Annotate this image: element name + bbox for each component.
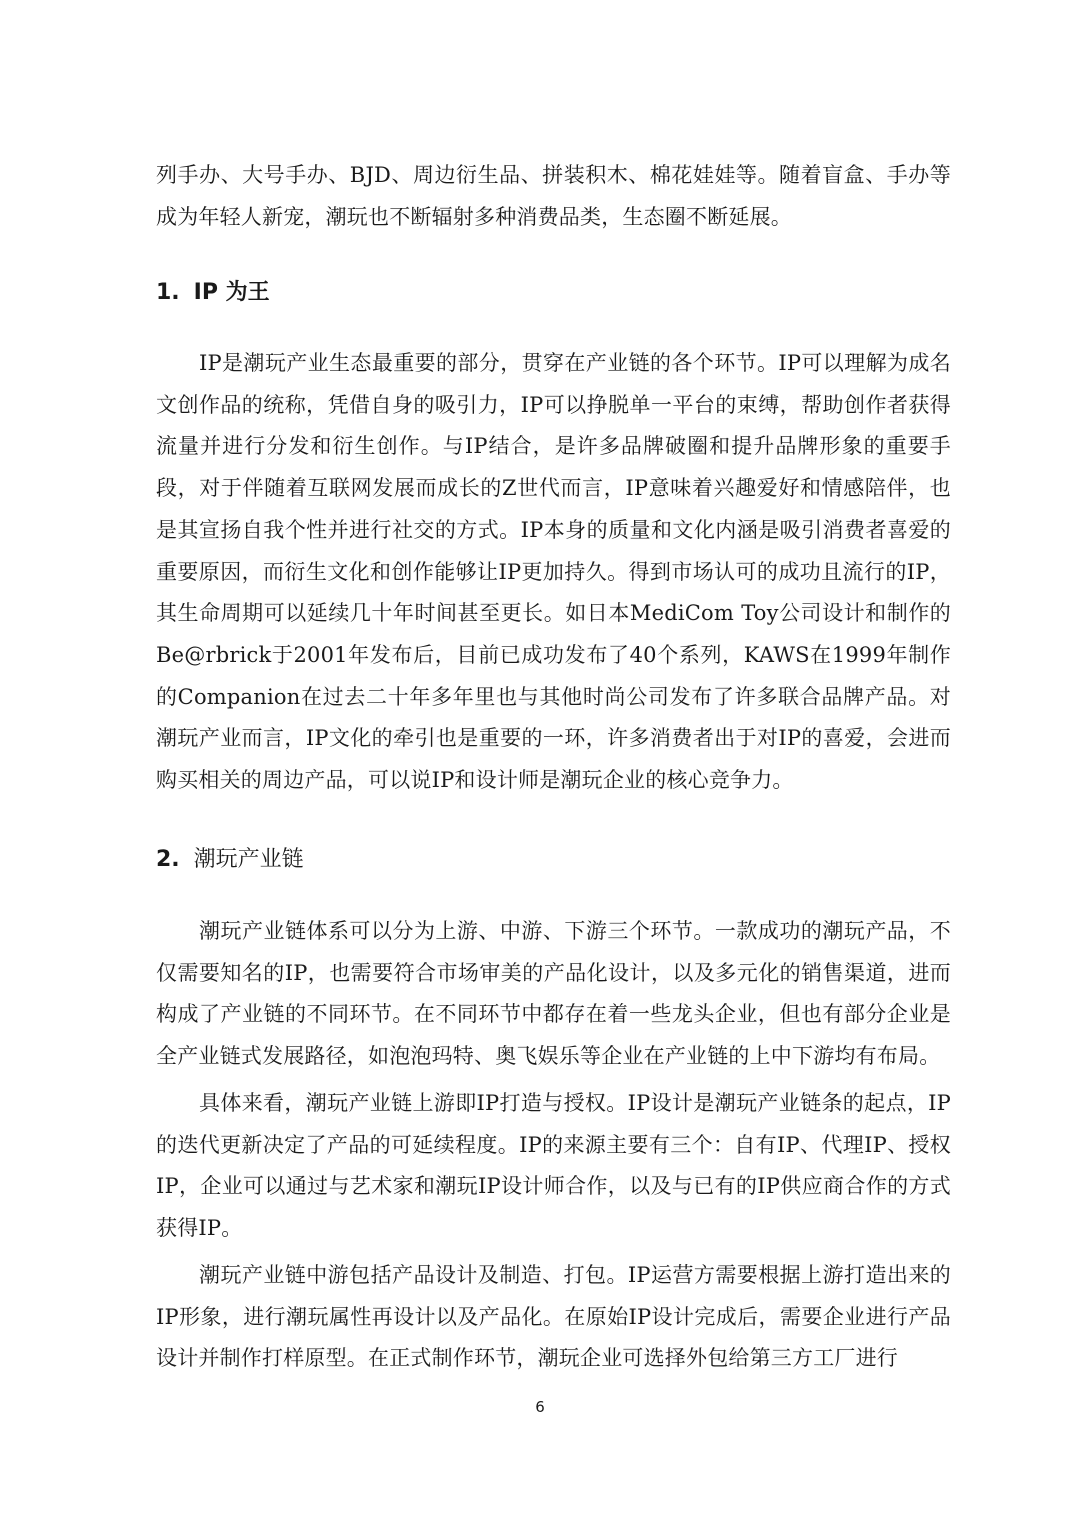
page-number: 6 <box>535 1398 545 1416</box>
paragraph-chain-midstream: 潮玩产业链中游包括产品设计及制造、打包。IP运营方需要根据上游打造出来的IP形象，进行潮玩属性再设计以及产品化。在原始IP设计完成后，需要企业进行产品设计并制作打样原型。在正式制作环节，潮玩企业可选择外包给第三方工厂进行 <box>156 1263 951 1371</box>
paragraph-intro-continuation: 列手办、大号手办、BJD、周边衍生品、拼装积木、棉花娃娃等。随着盲盒、手办等成为年轻人新宠，潮玩也不断辐射多种消费品类，生态圈不断延展。 <box>156 163 951 229</box>
section-heading-chain <box>156 845 304 875</box>
paragraph-ip-section: IP是潮玩产业生态最重要的部分，贯穿在产业链的各个环节。IP可以理解为成名文创作品的统称，凭借自身的吸引力，IP可以挣脱单一平台的束缚，帮助创作者获得流量并进行分发和衍生创作。与IP结合，是许多品牌破圈和提升品牌形象的重要手段，对于伴随着互联网发展而成长的Z世代而言，IP意味着兴趣爱好和情感陪伴，也是其宣扬自我个性并进行社交的方式。IP本身的质量和文化内涵是吸引消费者喜爱的重要原因，而衍生文化和创作能够让IP更加持久。得到市场认可的成功且流行的IP，其生命周期可以延续几十年时间甚至更长。如日本MediCom Toy公司设计和制作的Be@rbrick于2001年发布后，目前已成功发布了40个系列，KAWS在1999年制作的Companion在过去二十年多年里也与其他时尚公司发布了许多联合品牌产品。对潮玩产业而言，IP文化的牵引也是重要的一环，许多消费者出于对IP的喜爱，会进而购买相关的周边产品，可以说IP和设计师是潮玩企业的核心竞争力。 <box>156 351 951 793</box>
paragraph-chain-overview: 潮玩产业链体系可以分为上游、中游、下游三个环节。一款成功的潮玩产品，不仅需要知名的IP，也需要符合市场审美的产品化设计，以及多元化的销售渠道，进而构成了产业链的不同环节。在不同环节中都存在着一些龙头企业，但也有部分企业是全产业链式发展路径，如泡泡玛特、奥飞娱乐等企业在产业链的上中下游均有布局。 <box>156 919 951 1069</box>
section-heading-ip <box>156 278 270 308</box>
section-title: 潮玩产业链 <box>193 847 304 872</box>
section-title: IP 为王 <box>193 280 270 305</box>
section-number: 2. <box>156 847 180 872</box>
section-number: 1. <box>156 280 180 305</box>
paragraph-chain-upstream: 具体来看，潮玩产业链上游即IP打造与授权。IP设计是潮玩产业链条的起点，IP的迭代更新决定了产品的可延续程度。IP的来源主要有三个：自有IP、代理IP、授权IP，企业可以通过与艺术家和潮玩IP设计师合作，以及与已有的IP供应商合作的方式获得IP。 <box>156 1091 951 1241</box>
